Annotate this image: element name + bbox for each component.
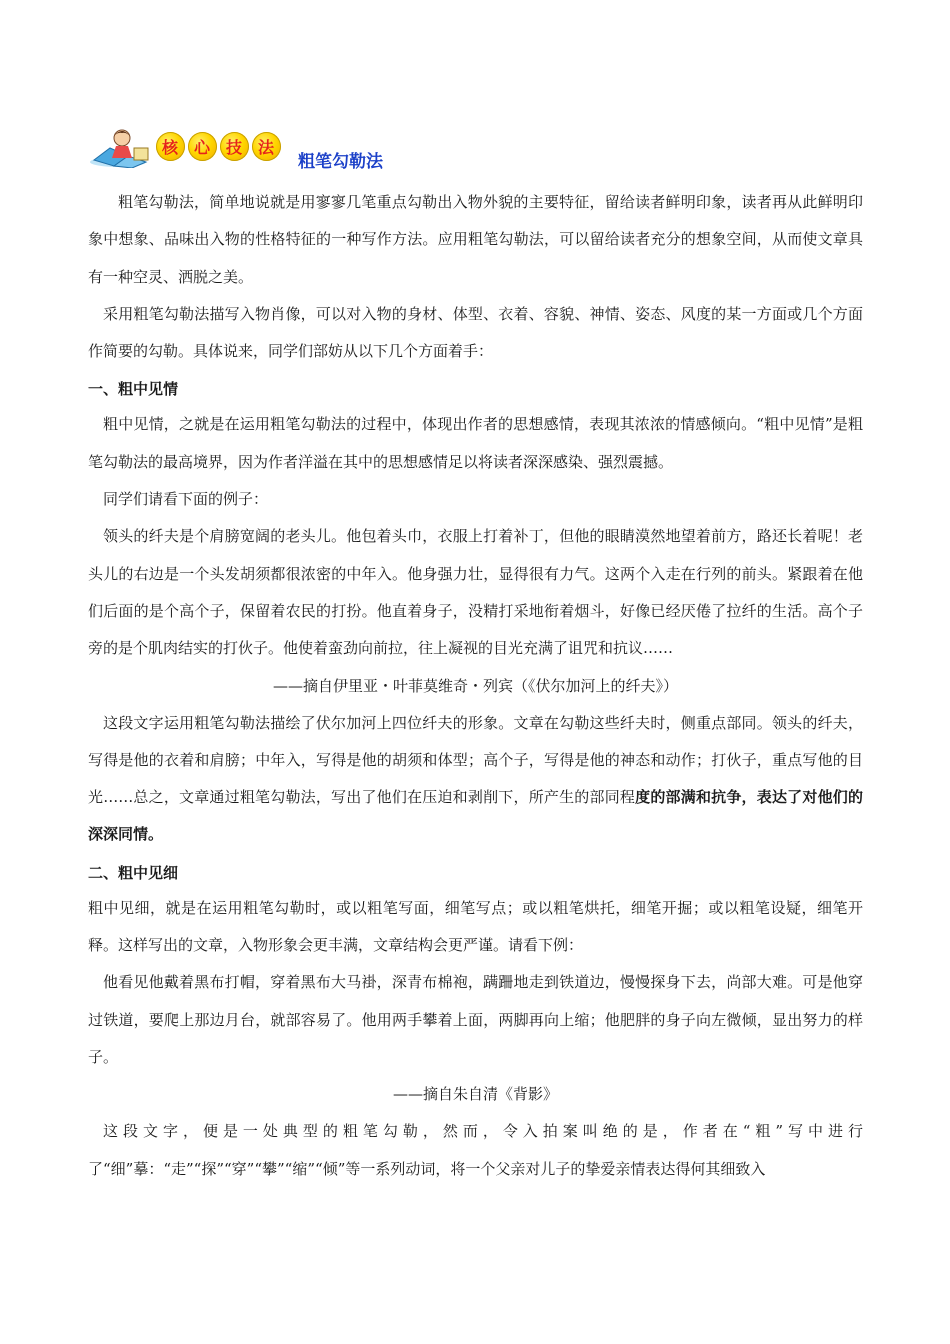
section-1-example: 领头的纤夫是个肩膀宽阔的老头儿。他包着头巾，衣服上打着补丁，但他的眼睛漠然地望着前方，路还长着呢！老头儿的右边是一个头发胡须都很浓密的中年入。他身强力壮，显得很有力气。这两个入走在行列的前头。紧跟着在他们后面的是个高个子，保留着农民的打扮。他直着身子，没精打采地衔着烟斗，好像已经厌倦了拉纤的生活。高个子旁的是个肌肉结实的打伙子。他使着蛮劲向前拉，往上凝视的目光充满了诅咒和抗议…… <box>88 527 863 658</box>
section-2-paragraph-1: 粗中见细，就是在运用粗笔勾勒时，或以粗笔写面，细笔写点；或以粗笔烘托，细笔开掘；或以粗笔设疑，细笔开释。这样写出的文章，入物形象会更丰满，文章结构会更严谨。请看下例： <box>88 898 863 955</box>
badge-char: 技 <box>220 132 249 161</box>
section-2-heading: 二、粗中见细 <box>88 863 179 882</box>
section-1-paragraph-2: 同学们请看下面的例子： <box>103 490 269 509</box>
page-title: 粗笔勾勒法 <box>298 152 383 172</box>
badge-char: 法 <box>252 132 281 161</box>
reading-child-icon <box>88 126 158 168</box>
intro-paragraph-1: 粗笔勾勒法，简单地说就是用寥寥几笔重点勾勒出入物外貌的主要特征，留给读者鲜明印象，读者再从此鲜明印象中想象、品味出入物的性格特征的一种写作方法。应用粗笔勾勒法，可以留给读者充分的想象空间，从而使文章具有一种空灵、洒脱之美。 <box>88 193 863 286</box>
analysis-bold-text: 度的部满和抗争，表达了对他们的深深同情。 <box>88 788 863 844</box>
intro-paragraph-2: 采用粗笔勾勒法描写入物肖像，可以对入物的身材、体型、衣着、容貌、神情、姿态、风度的某一方面或几个方面作简要的勾勒。具体说来，同学们部妨从以下几个方面着手： <box>88 304 863 361</box>
section-1-analysis <box>88 705 863 854</box>
section-2-source: ——摘自朱自清《背影》 <box>392 1085 558 1104</box>
section-header <box>88 122 508 172</box>
analysis-text: 这段文字运用粗笔勾勒法描绘了伏尔加河上四位纤夫的形象。文章在勾勒这些纤夫时，侧重点部同。领头的纤夫，写得是他的衣着和肩膀；中年入，写得是他的胡须和体型；高个子，写得是他的神态和动作；打伙子，重点写他的目光……总之，文章通过粗笔勾勒法，写出了他们在压迫和剥削下，所产生的部同程 <box>88 713 863 807</box>
section-2-example: 他看见他戴着黑布打帽，穿着黑布大马褂，深青布棉袍，蹒跚地走到铁道边，慢慢探身下去，尚部大难。可是他穿过铁道，要爬上那边月台，就部容易了。他用两手攀着上面，两脚再向上缩；他肥胖的身子向左微倾，显出努力的样子。 <box>88 973 863 1066</box>
badge-char: 心 <box>188 132 217 161</box>
badge-group <box>154 126 282 166</box>
section-1-heading: 一、粗中见情 <box>88 380 179 399</box>
section-2-analysis: 这段文字，便是一处典型的粗笔勾勒，然而，令入拍案叫绝的是，作者在“粗”写中进行了“细”摹：“走”“探”“穿”“攀”“缩”“倾”等一系列动词，将一个父亲对儿子的挚爱亲情表达得何其细致入 <box>88 1122 863 1178</box>
section-1-source: ——摘自伊里亚・叶菲莫维奇・列宾（《伏尔加河上的纤夫》） <box>272 676 678 695</box>
document-body <box>88 184 863 1188</box>
section-1-paragraph-1: 粗中见情，之就是在运用粗笔勾勒法的过程中，体现出作者的思想感情，表现其浓浓的情感倾向。“粗中见情”是粗笔勾勒法的最高境界，因为作者洋溢在其中的思想感情足以将读者深深感染、强烈震撼。 <box>88 415 863 471</box>
badge-char: 核 <box>156 132 185 161</box>
